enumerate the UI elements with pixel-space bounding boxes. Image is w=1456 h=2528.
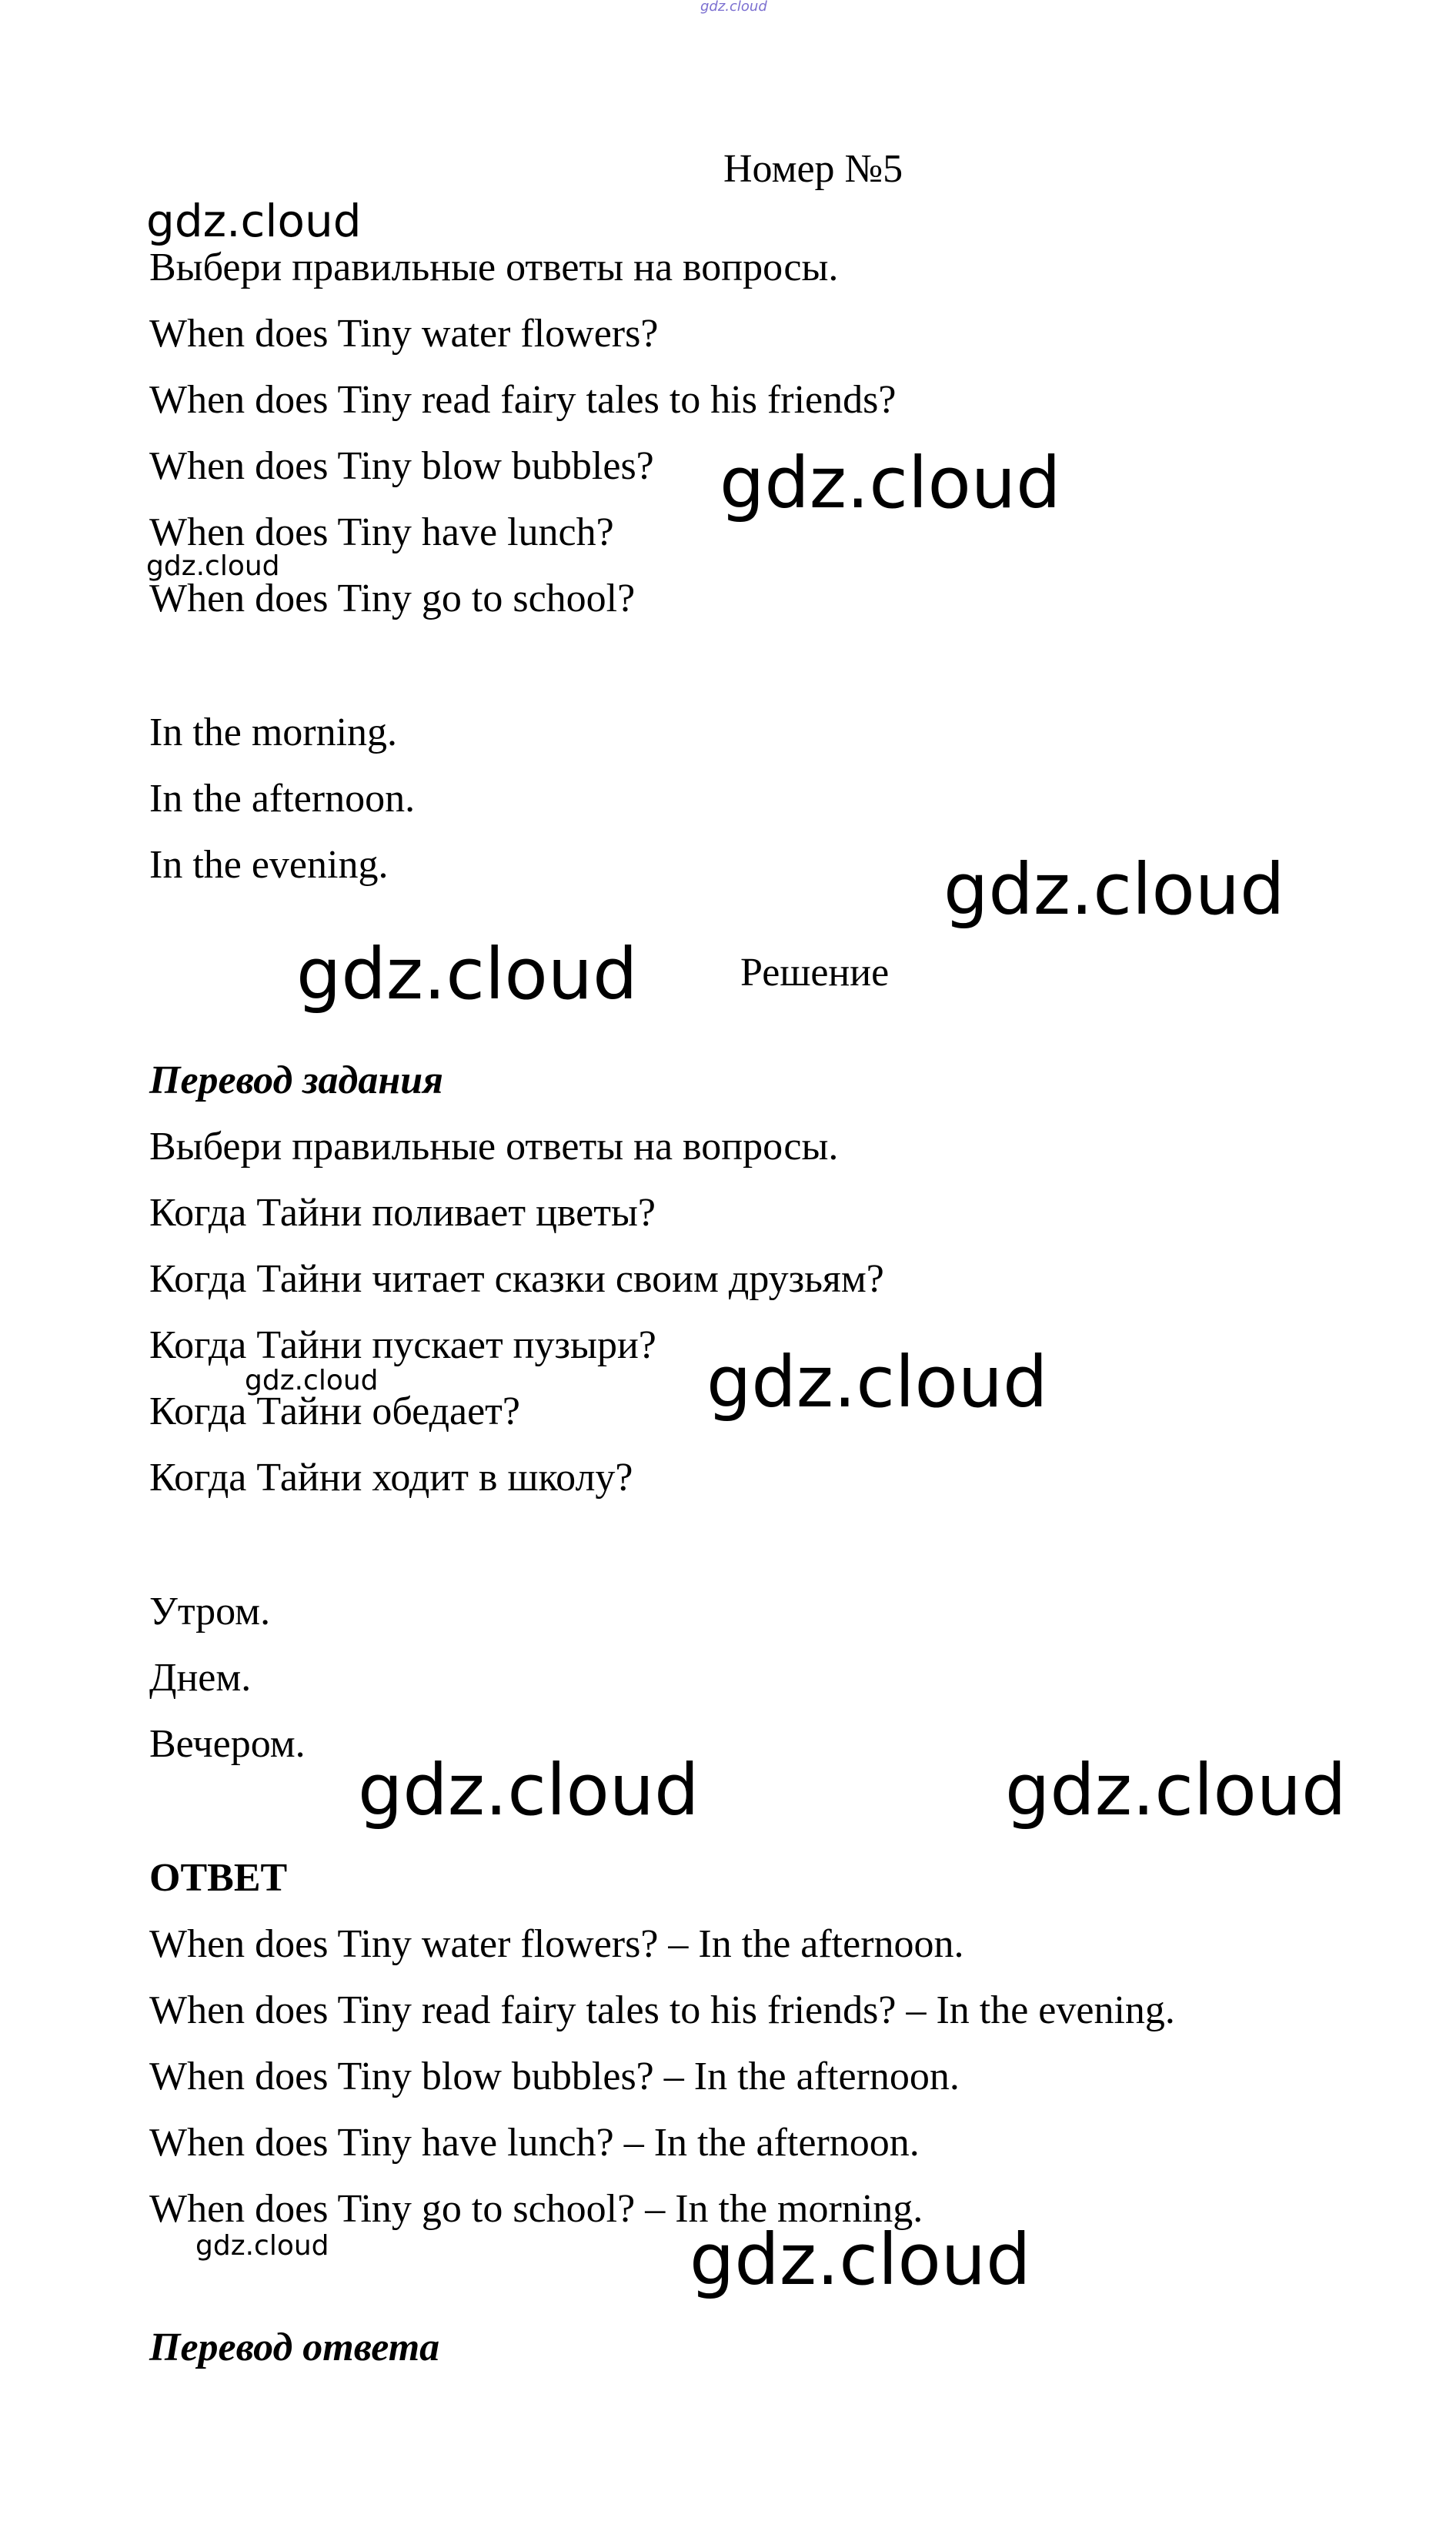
watermark: gdz.cloud bbox=[1005, 1749, 1347, 1831]
question-line: When does Tiny go to school? bbox=[149, 577, 636, 620]
translation-heading: Перевод задания bbox=[149, 1058, 443, 1102]
watermark: gdz.cloud bbox=[706, 1341, 1048, 1423]
top-watermark: gdz.cloud bbox=[700, 0, 767, 15]
answer-line: When does Tiny go to school? – In the morning. bbox=[149, 2187, 923, 2231]
translation-option-line: Днем. bbox=[149, 1656, 252, 1700]
watermark: gdz.cloud bbox=[146, 195, 362, 247]
answer-line: When does Tiny water flowers? – In the afternoon. bbox=[149, 1922, 964, 1966]
translation-question-line: Когда Тайни обедает? bbox=[149, 1389, 520, 1433]
translation-option-line: Утром. bbox=[149, 1590, 271, 1634]
question-line: When does Tiny water flowers? bbox=[149, 312, 659, 356]
watermark: gdz.cloud bbox=[296, 933, 638, 1015]
solution-heading: Решение bbox=[740, 951, 890, 995]
task-instruction: Выбери правильные ответы на вопросы. bbox=[149, 246, 839, 289]
answer-line: When does Tiny have lunch? – In the afternoon. bbox=[149, 2121, 920, 2165]
answer-line: When does Tiny read fairy tales to his friends? – In the evening. bbox=[149, 1988, 1175, 2032]
answer-heading: ОТВЕТ bbox=[149, 1856, 288, 1900]
watermark: gdz.cloud bbox=[146, 550, 280, 582]
watermark: gdz.cloud bbox=[943, 848, 1285, 931]
watermark: gdz.cloud bbox=[195, 2230, 329, 2262]
translation-instruction: Выбери правильные ответы на вопросы. bbox=[149, 1125, 839, 1169]
translation-question-line: Когда Тайни поливает цветы? bbox=[149, 1191, 656, 1235]
answer-translation-heading: Перевод ответа bbox=[149, 2326, 440, 2369]
translation-question-line: Когда Тайни пускает пузыри? bbox=[149, 1323, 656, 1367]
question-line: When does Tiny blow bubbles? bbox=[149, 444, 654, 488]
translation-question-line: Когда Тайни читает сказки своим друзьям? bbox=[149, 1257, 884, 1301]
option-line: In the morning. bbox=[149, 711, 398, 754]
question-line: When does Tiny read fairy tales to his friends? bbox=[149, 378, 897, 422]
option-line: In the afternoon. bbox=[149, 777, 416, 821]
watermark: gdz.cloud bbox=[720, 442, 1061, 524]
question-line: When does Tiny have lunch? bbox=[149, 510, 614, 554]
translation-question-line: Когда Тайни ходит в школу? bbox=[149, 1456, 633, 1500]
watermark: gdz.cloud bbox=[690, 2219, 1031, 2301]
translation-option-line: Вечером. bbox=[149, 1722, 306, 1766]
page-title: Номер №5 bbox=[723, 147, 903, 191]
watermark: gdz.cloud bbox=[358, 1749, 700, 1831]
option-line: In the evening. bbox=[149, 843, 389, 887]
watermark: gdz.cloud bbox=[245, 1365, 379, 1396]
answer-line: When does Tiny blow bubbles? – In the afternoon. bbox=[149, 2055, 960, 2098]
